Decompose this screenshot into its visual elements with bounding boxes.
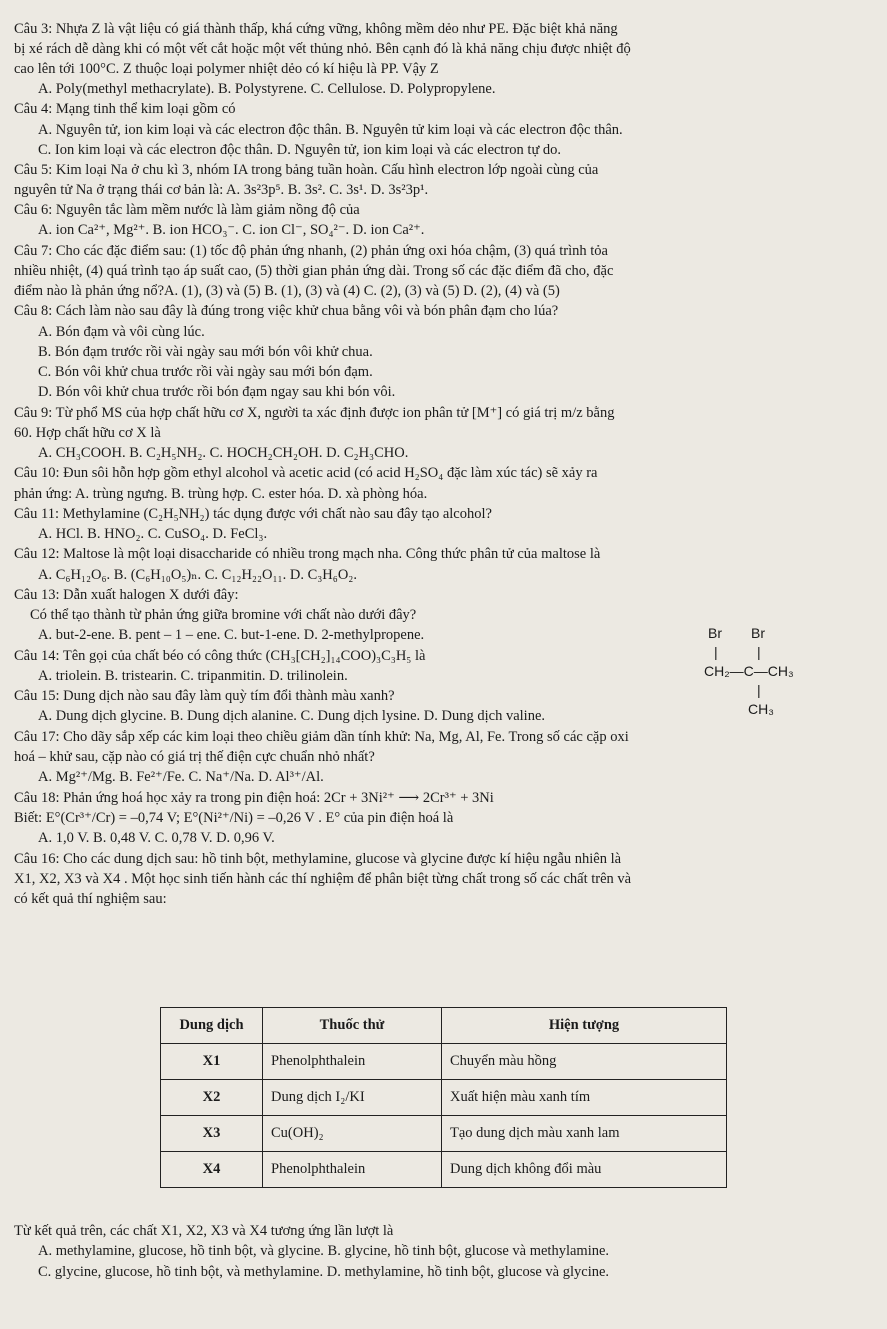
text-line: Câu 10: Đun sôi hỗn hợp gồm ethyl alcohol và acetic acid (có acid H₂SO₄ đặc làm xúc tác) sẽ xảy ra <box>14 465 598 481</box>
table-cell: Dung dịch không đổi màu <box>442 1152 727 1188</box>
table-cell: Phenolphthalein <box>263 1152 442 1188</box>
text-line: Câu 12: Maltose là một loại disaccharide có nhiều trong mạch nha. Công thức phân tử của maltose là <box>14 546 601 562</box>
text-line: B. Bón đạm trước rồi vài ngày sau mới bón vôi khử chua. <box>38 344 373 360</box>
table-header: Thuốc thử <box>263 1008 442 1044</box>
text-line: hoá – khử sau, cặp nào có giá trị thế điện cực chuẩn nhỏ nhất? <box>14 749 375 765</box>
text-line: A. methylamine, glucose, hồ tinh bột, và glycine. B. glycine, hồ tinh bột, glucose và methylamine. <box>38 1243 610 1259</box>
methyl-group: CH₃ <box>748 701 774 717</box>
text-line: C. Ion kim loại và các electron độc thân. D. Nguyên tử, ion kim loại và các electron tự do. <box>38 142 562 158</box>
text-line: Câu 18: Phản ứng hoá học xảy ra trong pin điện hoá: 2Cr + 3Ni²⁺ ⟶ 2Cr³⁺ + 3Ni <box>14 790 494 806</box>
table-row <box>161 1152 727 1188</box>
br-atom-right: Br <box>751 625 765 641</box>
text-line: A. Poly(methyl methacrylate). B. Polystyrene. C. Cellulose. D. Polypropylene. <box>38 81 496 97</box>
text-line: A. 1,0 V. B. 0,48 V. C. 0,78 V. D. 0,96 V. <box>38 830 275 846</box>
text-line: Câu 4: Mạng tinh thể kim loại gồm có <box>14 101 236 117</box>
bond-right: | <box>757 644 761 660</box>
text-line: Câu 8: Cách làm nào sau đây là đúng trong việc khử chua bằng vôi và bón phân đạm cho lúa? <box>14 303 559 319</box>
text-line: Câu 6: Nguyên tắc làm mềm nước là làm giảm nồng độ của <box>14 202 360 218</box>
text-line: Câu 14: Tên gọi của chất béo có công thức (CH₃[CH₂]₁₄COO)₃C₃H₅ là <box>14 648 426 664</box>
text-line: cao lên tới 100°C. Z thuộc loại polymer nhiệt dẻo có kí hiệu là PP. Vậy Z <box>14 61 439 77</box>
table-cell: X1 <box>161 1044 263 1080</box>
text-line: C. Bón vôi khử chua trước rồi vài ngày sau mới bón đạm. <box>38 364 373 380</box>
main-chain: CH₂—C—CH₃ <box>704 663 794 679</box>
table-cell: X4 <box>161 1152 263 1188</box>
text-line: Câu 17: Cho dãy sắp xếp các kim loại theo chiều giảm dần tính khử: Na, Mg, Al, Fe. Trong số các cặp oxi <box>14 729 629 745</box>
table-cell: Cu(OH)₂ <box>263 1116 442 1152</box>
text-line: A. triolein. B. tristearin. C. tripanmitin. D. trilinolein. <box>38 668 348 684</box>
table-row <box>161 1080 727 1116</box>
table-header: Hiện tượng <box>442 1008 727 1044</box>
table-header-row <box>161 1008 727 1044</box>
text-line: Câu 13: Dẫn xuất halogen X dưới đây: <box>14 587 239 603</box>
text-line: nhiều nhiệt, (4) quá trình tạo áp suất cao, (5) thời gian phản ứng dài. Trong số các đặc điểm đã cho, đặc <box>14 263 614 279</box>
table-cell: Dung dịch I₂/KI <box>263 1080 442 1116</box>
table-cell: Xuất hiện màu xanh tím <box>442 1080 727 1116</box>
text-line: bị xé rách dễ dàng khi có một vết cắt hoặc một vết thủng nhỏ. Bên cạnh đó là khả năng chịu được nhiệt độ <box>14 41 631 57</box>
text-line: A. but-2-ene. B. pent – 1 – ene. C. but-1-ene. D. 2-methylpropene. <box>38 627 425 643</box>
table-cell: X2 <box>161 1080 263 1116</box>
text-line: A. Nguyên tử, ion kim loại và các electron độc thân. B. Nguyên tử kim loại và các electron độc thân. <box>38 122 623 138</box>
text-line: 60. Hợp chất hữu cơ X là <box>14 425 161 441</box>
bond-left: | <box>714 644 718 660</box>
text-line: A. CH₃COOH. B. C₂H₅NH₂. C. HOCH₂CH₂OH. D. C₂H₃CHO. <box>38 445 409 461</box>
br-atom-left: Br <box>708 625 722 641</box>
text-line: điểm nào là phản ứng nổ?A. (1), (3) và (5) B. (1), (3) và (4) C. (2), (3) và (5) D. (2), (4) và (5) <box>14 283 560 299</box>
text-line: Câu 3: Nhựa Z là vật liệu có giá thành thấp, khá cứng vững, không mềm dẻo như PE. Đặc biệt khả năng <box>14 21 618 37</box>
table-cell: Chuyển màu hồng <box>442 1044 727 1080</box>
table-cell: Phenolphthalein <box>263 1044 442 1080</box>
text-line: Câu 16: Cho các dung dịch sau: hồ tinh bột, methylamine, glucose và glycine được kí hiệu ngẫu nhiên là <box>14 851 622 867</box>
text-line: A. Mg²⁺/Mg. B. Fe²⁺/Fe. C. Na⁺/Na. D. Al³⁺/Al. <box>38 769 324 785</box>
text-line: C. glycine, glucose, hồ tinh bột, và methylamine. D. methylamine, hồ tinh bột, glucose và glycine. <box>38 1264 610 1280</box>
bond-bottom: | <box>757 682 761 698</box>
text-line: A. Dung dịch glycine. B. Dung dịch alanine. C. Dung dịch lysine. D. Dung dịch valine. <box>38 708 546 724</box>
text-line: Câu 9: Từ phổ MS của hợp chất hữu cơ X, người ta xác định được ion phân tử [M⁺] có giá trị m/z bằng <box>14 405 615 421</box>
text-line: A. HCl. B. HNO₂. C. CuSO₄. D. FeCl₃. <box>38 526 268 542</box>
text-line: Câu 11: Methylamine (C₂H₅NH₂) tác dụng được với chất nào sau đây tạo alcohol? <box>14 506 492 522</box>
text-line: phản ứng: A. trùng ngưng. B. trùng hợp. C. ester hóa. D. xà phòng hóa. <box>14 486 428 502</box>
text-line: Câu 7: Cho các đặc điểm sau: (1) tốc độ phản ứng nhanh, (2) phản ứng oxi hóa chậm, (3) quá trình tỏa <box>14 243 608 259</box>
text-line: A. C₆H₁₂O₆. B. (C₆H₁₀O₅)ₙ. C. C₁₂H₂₂O₁₁. D. C₃H₆O₂. <box>38 567 357 583</box>
text-line: Có thể tạo thành từ phản ứng giữa bromine với chất nào dưới đây? <box>30 607 417 623</box>
table-header: Dung dịch <box>161 1008 263 1044</box>
text-line: Từ kết quả trên, các chất X1, X2, X3 và X4 tương ứng lần lượt là <box>14 1223 394 1239</box>
table-row <box>161 1044 727 1080</box>
text-line: A. ion Ca²⁺, Mg²⁺. B. ion HCO₃⁻. C. ion Cl⁻, SO₄²⁻. D. ion Ca²⁺. <box>38 222 425 238</box>
table-cell: X3 <box>161 1116 263 1152</box>
table-row <box>161 1116 727 1152</box>
text-line: Câu 15: Dung dịch nào sau đây làm quỳ tím đổi thành màu xanh? <box>14 688 395 704</box>
text-line: Biết: E°(Cr³⁺/Cr) = –0,74 V; E°(Ni²⁺/Ni) = –0,26 V . E° của pin điện hoá là <box>14 810 454 826</box>
text-line: D. Bón vôi khử chua trước rồi bón đạm ngay sau khi bón vôi. <box>38 384 396 400</box>
text-line: A. Bón đạm và vôi cùng lúc. <box>38 324 205 340</box>
text-line: nguyên tử Na ở trạng thái cơ bản là: A. 3s²3p⁵. B. 3s². C. 3s¹. D. 3s²3p¹. <box>14 182 429 198</box>
text-line: Câu 5: Kim loại Na ở chu kì 3, nhóm IA trong bảng tuần hoàn. Cấu hình electron lớp ngoài cùng của <box>14 162 599 178</box>
experiment-results-table <box>160 1007 727 1188</box>
text-line: có kết quả thí nghiệm sau: <box>14 891 167 907</box>
text-line: X1, X2, X3 và X4 . Một học sinh tiến hành các thí nghiệm để phân biệt từng chất trong số các chất trên và <box>14 871 632 887</box>
table-cell: Tạo dung dịch màu xanh lam <box>442 1116 727 1152</box>
bromo-structure-diagram <box>704 617 864 742</box>
